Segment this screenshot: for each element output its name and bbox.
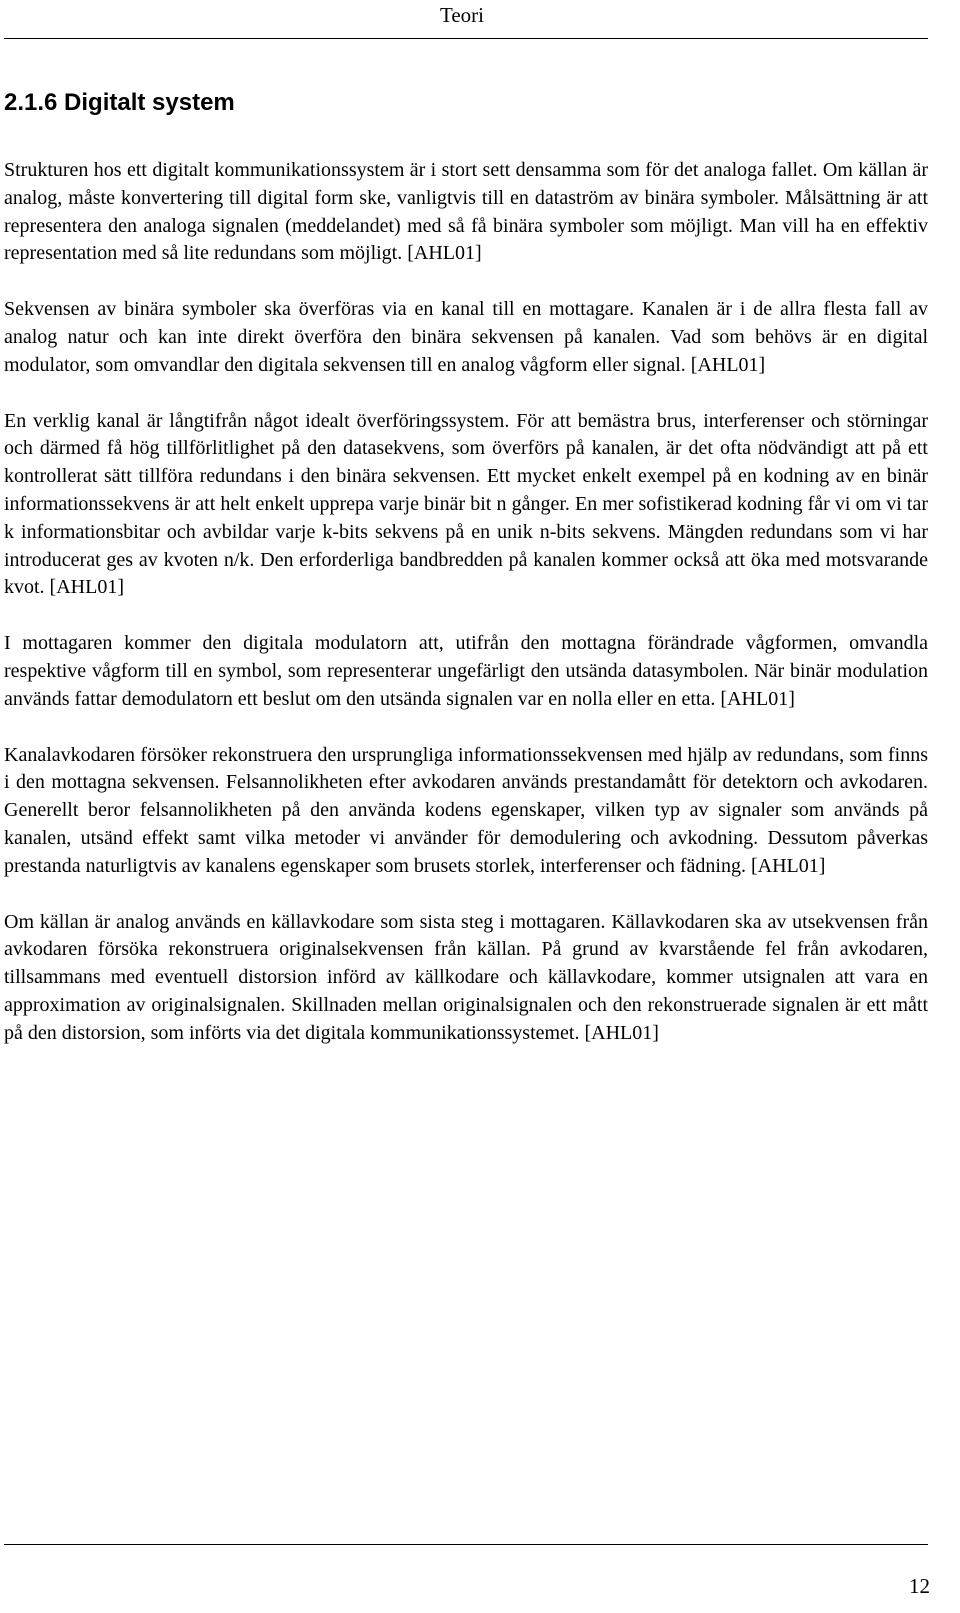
section-heading: 2.1.6 Digitalt system — [4, 89, 235, 116]
paragraph: En verklig kanal är långtifrån något idealt överföringssystem. För att bemästra brus, interferenser och störningar och därmed få hög tillförlitlighet på den datasekvens, som överförs på kanalen, är det ofta nödvändigt att på ett kontrollerat sätt tillföra redundans i den binära sekvensen. Ett mycket enkelt exempel på en kodning av en binär informationssekvens är att helt enkelt upprepa varje binär bit n gånger. En mer sofistikerad kodning får vi om vi tar k informationsbitar och avbildar varje k-bits sekvens på en unik n-bits sekvens. Mängden redundans som vi har introducerat ges av kvoten n/k. Den erforderliga bandbredden på kanalen kommer också att öka med motsvarande kvot. [AHL01] — [4, 409, 928, 599]
page-number: 12 — [909, 1574, 930, 1598]
paragraph: Kanalavkodaren försöker rekonstruera den ursprungliga informationssekvensen med hjälp av redundans, som finns i den mottagna sekvensen. Felsannolikheten efter avkodaren används prestandamått för detektorn och avkodaren. Generellt beror felsannolikheten på den använda kodens egenskaper, vilken typ av signaler som används på kanalen, utsänd effekt samt vilka metoder vi använder för demodulering och avkodning. Dessutom påverkas prestanda naturligtvis av kanalens egenskaper som brusets storlek, interferenser och fädning. [AHL01] — [4, 743, 928, 877]
paragraph: Om källan är analog används en källavkodare som sista steg i mottagaren. Källavkodaren ska av utsekvensen från avkodaren försöka rekonstruera originalsekvensen från källan. På grund av kvarstående fel från avkodaren, tillsammans med eventuell distorsion införd av källkodare och källavkodare, kommer utsignalen att vara en approximation av originalsignalen. Skillnaden mellan originalsignalen och den rekonstruerade signalen är ett mått på den distorsion, som införts via det digitala kommunikationssystemet. [AHL01] — [4, 910, 928, 1044]
header-rule — [4, 38, 928, 39]
body-text — [4, 157, 928, 1076]
paragraph: I mottagaren kommer den digitala modulatorn att, utifrån den mottagna förändrade vågformen, omvandla respektive vågform till en symbol, som representerar ungefärligt den utsända datasymbolen. När binär modulation används fattar demodulatorn ett beslut om den utsända signalen var en nolla eller en etta. [AHL01] — [4, 632, 928, 710]
paragraph: Sekvensen av binära symboler ska överföras via en kanal till en mottagare. Kanalen är i de allra flesta fall av analog natur och kan inte direkt överföra den binära sekvensen på kanalen. Vad som behövs är en digital modulator, som omvandlar den digitala sekvensen till en analog vågform eller signal. [AHL01] — [4, 298, 928, 376]
footer-rule — [4, 1544, 928, 1545]
paragraph: Strukturen hos ett digitalt kommunikationssystem är i stort sett densamma som för det analoga fallet. Om källan är analog, måste konvertering till digital form ske, vanligtvis till en dataström av binära symboler. Målsättning är att representera den analoga signalen (meddelandet) med så få binära symboler som möjligt. Man vill ha en effektiv representation med så lite redundans som möjligt. [AHL01] — [4, 159, 928, 265]
running-header-title: Teori — [440, 3, 485, 27]
